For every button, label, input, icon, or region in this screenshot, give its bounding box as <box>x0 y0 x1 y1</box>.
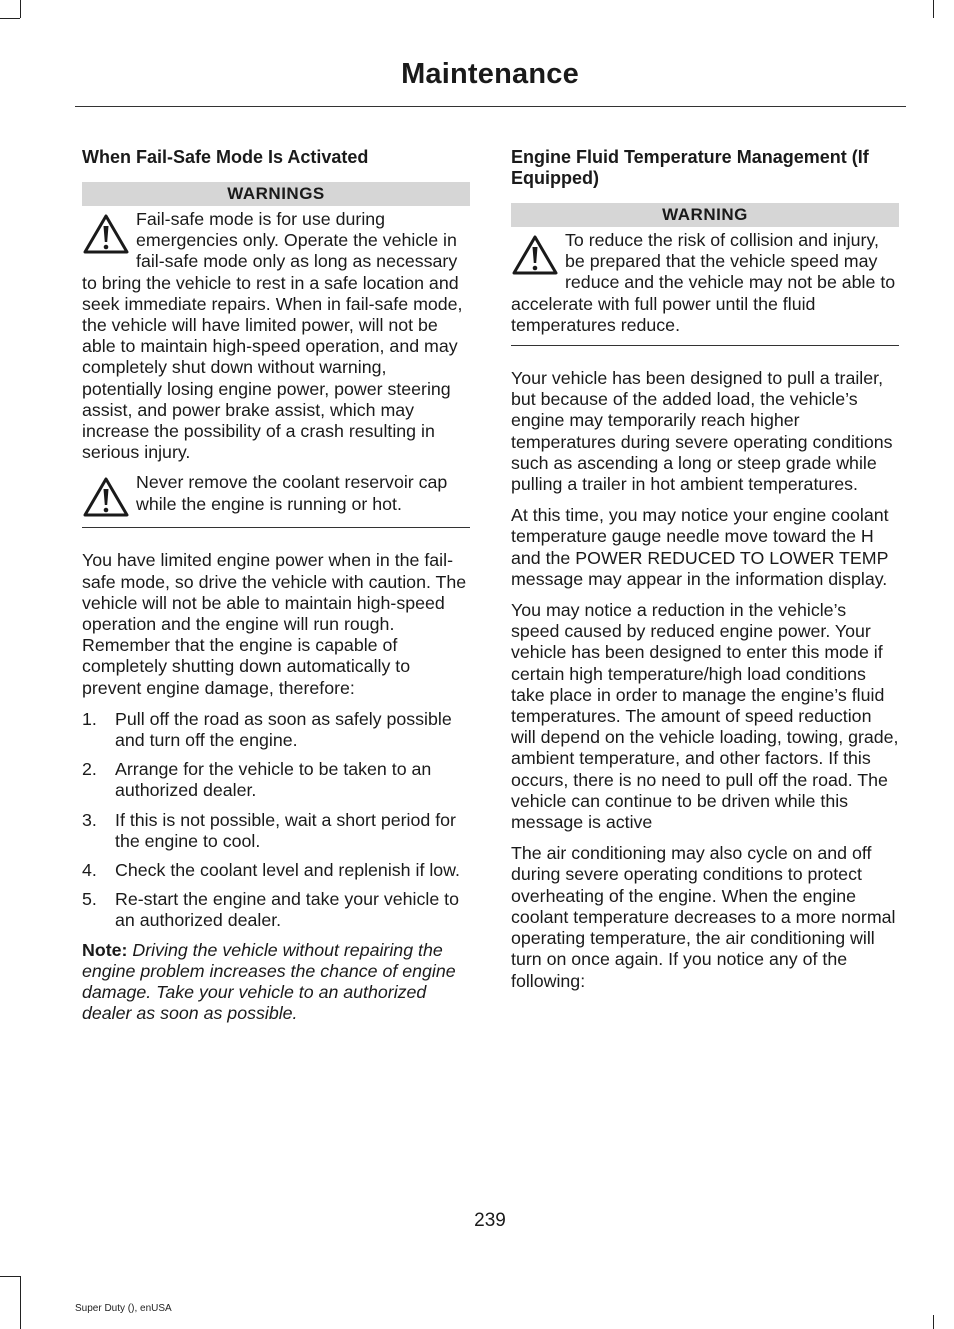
list-item <box>82 810 470 852</box>
list-number: 5. <box>82 889 97 910</box>
crop-mark <box>0 1276 20 1277</box>
warning-triangle-icon <box>82 476 130 518</box>
warning-box <box>511 203 899 346</box>
warning-text: To reduce the risk of collision and injury, be prepared that the vehicle speed may reduce and the vehicle may not be able to accelerate with full power until the fluid temperatures reduce. <box>511 230 896 335</box>
warning-item <box>511 230 899 336</box>
note-text: Driving the vehicle without repairing the engine problem increases the chance of engine damage. Take your vehicle to an authorized dealer as soon as possible. <box>82 939 456 1024</box>
crop-mark <box>20 1276 21 1329</box>
list-number: 3. <box>82 809 97 830</box>
list-number: 2. <box>82 759 97 780</box>
list-item <box>82 759 470 801</box>
list-text: Arrange for the vehicle to be taken to an authorized dealer. <box>115 759 432 801</box>
crop-mark <box>20 0 21 18</box>
section-heading: When Fail-Safe Mode Is Activated <box>82 147 369 167</box>
warning-triangle-icon <box>82 213 130 255</box>
note <box>82 940 470 1025</box>
list-text: Check the coolant level and replenish if low. <box>115 860 460 881</box>
title-divider <box>75 106 906 107</box>
right-column <box>511 147 899 1002</box>
warning-text: Fail-safe mode is for use during emergencies only. Operate the vehicle in fail-safe mode only as long as necessary to bring the vehicle to rest in a safe location and seek immediate repairs. When in fail-safe mode, the vehicle will have limited power, will not be able to maintain high-speed operation, and may completely shut down without warning, potentially losing engine power, power steering assist, and power brake assist, which may increase the possibility of a crash resulting in serious injury. <box>82 209 463 463</box>
list-text: If this is not possible, wait a short period for the engine to cool. <box>115 809 456 851</box>
list-number: 1. <box>82 708 97 729</box>
body-paragraph: Your vehicle has been designed to pull a trailer, but because of the added load, the vehicle’s engine may temporarily reach higher temperatures during severe operating conditions such as ascending a long or steep grade while pulling a trailer in hot ambient temperatures. <box>511 368 893 495</box>
list-number: 4. <box>82 860 97 881</box>
crop-mark <box>0 18 20 19</box>
page-number: 239 <box>474 1210 506 1231</box>
warning-item <box>82 209 470 463</box>
warnings-box <box>82 182 470 528</box>
warning-end-rule <box>82 527 470 528</box>
list-item <box>82 889 470 931</box>
warnings-label: WARNINGS <box>82 182 470 206</box>
body-paragraph: At this time, you may notice your engine coolant temperature gauge needle move toward the H and the POWER REDUCED TO LOWER TEMP message may appear in the information display. <box>511 505 889 589</box>
steps-list <box>82 709 470 932</box>
section-heading: Engine Fluid Temperature Management (If Equipped) <box>511 147 869 188</box>
note-label: Note: <box>82 939 128 960</box>
list-item <box>82 860 470 881</box>
left-column <box>82 147 470 1025</box>
warning-label: WARNING <box>511 203 899 227</box>
body-paragraph: You have limited engine power when in the fail-safe mode, so drive the vehicle with caution. The vehicle will not be able to maintain high-speed operation and the engine will run rough. Remember that the engine is capable of completely shutting down automatically to prevent engine damage, therefore: <box>82 550 467 698</box>
footer-doc-id: Super Duty (), enUSA <box>75 1303 172 1314</box>
body-paragraph: The air conditioning may also cycle on and off during severe operating conditions to protect overheating of the engine. When the engine coolant temperature decreases to a more normal operating temperature, the air conditioning will turn on once again. If you notice any of the following: <box>511 843 896 991</box>
warning-triangle-icon <box>511 234 559 276</box>
page-title: Maintenance <box>401 58 579 90</box>
list-item <box>82 709 470 751</box>
warning-end-rule <box>511 345 899 346</box>
list-text: Pull off the road as soon as safely possible and turn off the engine. <box>115 708 452 751</box>
warning-item <box>82 472 470 518</box>
warning-text: Never remove the coolant reservoir cap while the engine is running or hot. <box>136 472 448 514</box>
list-text: Re-start the engine and take your vehicle to an authorized dealer. <box>115 889 459 931</box>
crop-mark <box>933 1315 934 1329</box>
crop-mark <box>933 0 934 18</box>
body-paragraph: You may notice a reduction in the vehicle’s speed caused by reduced engine power. Your vehicle has been designed to enter this mode if certain high temperature/high load conditions take place in order to manage the engine’s fluid temperatures. The amount of speed reduction will depend on the vehicle loading, towing, grade, ambient temperature, and other factors. If this occurs, there is no need to pull off the road. The vehicle can continue to be driven while this message is active <box>511 600 899 833</box>
